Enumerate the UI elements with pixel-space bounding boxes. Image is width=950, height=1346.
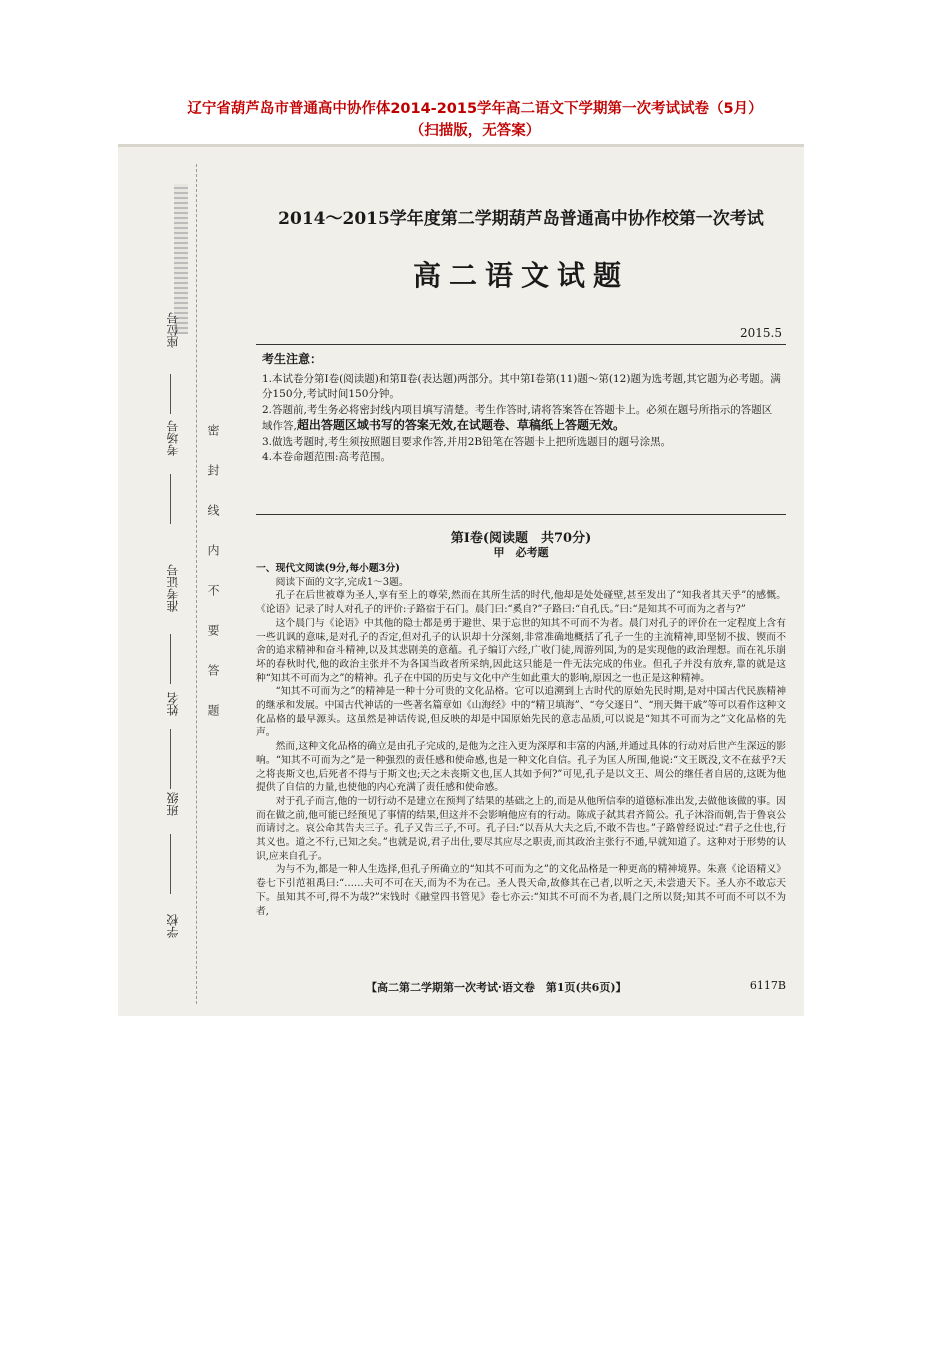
exam-room-label: 考场号	[166, 420, 180, 456]
seal-warning: 密封线内不要答题	[206, 424, 220, 744]
section-title: 第Ⅰ卷(阅读题 共70分)	[450, 531, 592, 546]
notice-item: 3.做选考题时,考生须按照题目要求作答,并用2B铅笔在答题卡上把所选题目的题号涂黑。	[262, 435, 672, 448]
footer-code: 6117B	[749, 979, 786, 992]
name-line	[170, 729, 171, 789]
school-label: 学校	[166, 914, 180, 938]
header-rule	[256, 344, 786, 345]
notice-item: 1.本试卷分第Ⅰ卷(阅读题)和第Ⅱ卷(表达题)两部分。其中第Ⅰ卷第(11)题～第(12)题为选考题,其它题为必考题。满分150分,考试时间150分钟。	[262, 372, 781, 400]
notice-item: 4.本卷命题范围:高考范围。	[262, 451, 392, 463]
class-line	[170, 834, 171, 894]
notice-title: 考生注意：	[262, 352, 323, 366]
passage-paragraph: “知其不可而为之”的精神是一种十分可贵的文化品格。它可以追溯到上古时代的原始先民时期,是对中国古代民族精神的继承和发展。中国古代神话的一些著名篇章如《山海经》中的“精卫填海”、“夸父逐日”、“刑天舞干戚”等可以看作这种文化品格的最早源头。这虽然是神话传说,但反映的却是中国原始先民的意志品质,可以说是“知其不可而为之”文化品格的先声。	[256, 686, 786, 739]
exam-subject-title: 高二语文试题	[412, 259, 629, 292]
question-instruction: 阅读下面的文字,完成1～3题。	[275, 576, 409, 588]
passage-paragraph: 对于孔子而言,他的一切行动不是建立在预判了结果的基础之上的,而是从他所信奉的道德标准出发,去做他该做的事。因而在做之前,他可能已经预见了事情的结果,但这并不会影响他应有的行动。陈成子弑其君齐简公。孔子沐浴而朝,告于鲁哀公而请讨之。哀公命其告夫三子。孔子又告三子,不可。孔子曰:“以吾从大夫之后,不敢不告也。”子路曾经说过:“君子之仕也,行其义也。道之不行,已知之矣。”也就是说,君子出仕,要尽其应尽之职责,而其政治主张行不通,早就知道了。这种对于形势的认识,应来自孔子。	[256, 795, 786, 862]
seal-line	[196, 164, 197, 1004]
passage-paragraph: 这个晨门与《论语》中其他的隐士都是勇于避世、果于忘世的知其不可而不为者。晨门对孔子的评价在一定程度上含有一些讥讽的意味,是对孔子的否定,但对孔子的认识却十分深刻,非常准确地概括了孔子一生的主流精神,即坚韧不拔、锲而不舍的追求精神和奋斗精神,以及其悲剧美的意蕴。孔子编订六经,广收门徒,周游列国,为的是实现他的政治理想。而在礼乐崩坏的春秋时代,他的政治主张并不为各国当政者所采纳,因此这只能是一件无法完成的伟业。但孔子并没有放弃,靠的就是这种“知其不可而为之”的精神。孔子在中国的历史与文化中产生如此重大的影响,原因之一也正是这种精神。	[256, 617, 786, 684]
name-label: 姓名	[166, 692, 180, 716]
notice-item-text: 2.答题前,考生务必将密封线内项目填写清楚。考生作答时,请将答案答在答题卡上。必须在题号所指示的答题区域作答,	[262, 403, 773, 432]
notice-item	[262, 403, 782, 435]
section-subtitle: 甲 必考题	[493, 546, 549, 559]
seat-number-label: 座位号	[166, 312, 180, 348]
ticket-number-label: 准考证号	[166, 564, 180, 612]
notice-rule	[256, 514, 786, 515]
reading-passage	[256, 562, 786, 918]
ticket-number-line	[170, 634, 171, 684]
exam-date: 2015.5	[740, 326, 782, 340]
class-label: 班级	[166, 792, 180, 816]
exam-heading: 2014～2015学年度第二学期葫芦岛普通高中协作校第一次考试	[278, 209, 764, 229]
question-heading: 一、现代文阅读(9分,每小题3分)	[256, 563, 400, 574]
document-title-line1: 辽宁省葫芦岛市普通高中协作体2014-2015学年高二语文下学期第一次考试试卷（5月）	[187, 101, 763, 117]
seat-number-line	[170, 374, 171, 414]
footer-page-info: 【高二第二学期第一次考试·语文卷 第1页(共6页)】	[366, 981, 627, 994]
exam-room-line	[170, 474, 171, 524]
scanned-exam-page	[118, 144, 804, 1016]
document-title-line2: （扫描版，无答案）	[409, 123, 541, 139]
passage-paragraph: 孔子在后世被尊为圣人,享有至上的尊荣,然而在其所生活的时代,他却是处处碰壁,甚至发出了“知我者其天乎”的感慨。《论语》记录了时人对孔子的评价:子路宿于石门。晨门曰:“奚自?”子路曰:“自孔氏。”曰:“是知其不可而为之者与?”	[256, 590, 786, 616]
passage-paragraph: 为与不为,都是一种人生选择,但孔子所确立的“知其不可而为之”的文化品格是一种更高的精神境界。朱熹《论语精义》卷七下引范祖禹曰:“……夫可不可在天,而为不为在己。圣人畏天命,故修其在己者,以听之天,未尝遗天下。圣人亦不敢忘天下。虽知其不可,得不为哉?”宋钱时《融堂四书管见》卷七亦云:“知其不可而不为者,晨门之所以贤;知其不可而不可以不为者,	[256, 864, 786, 917]
passage-paragraph: 然而,这种文化品格的确立是由孔子完成的,是他为之注入更为深厚和丰富的内涵,并通过具体的行动对后世产生深远的影响。“知其不可而为之”是一种强烈的责任感和使命感,也是一种文化自信。孔子为匡人所围,他说:“文王既没,文不在兹乎?天之将丧斯文也,后死者不得与于斯文也;天之未丧斯文也,匡人其如予何?”可见,孔子是以文王、周公的继任者自居的,这既为他提供了自信的力量,也使他的内心充满了责任感和使命感。	[256, 741, 786, 794]
document-title	[0, 98, 950, 142]
notice-box	[262, 352, 782, 466]
notice-emphasis: 超出答题区域书写的答案无效,在试题卷、草稿纸上答题无效。	[296, 418, 626, 432]
binding-margin	[118, 144, 238, 1016]
